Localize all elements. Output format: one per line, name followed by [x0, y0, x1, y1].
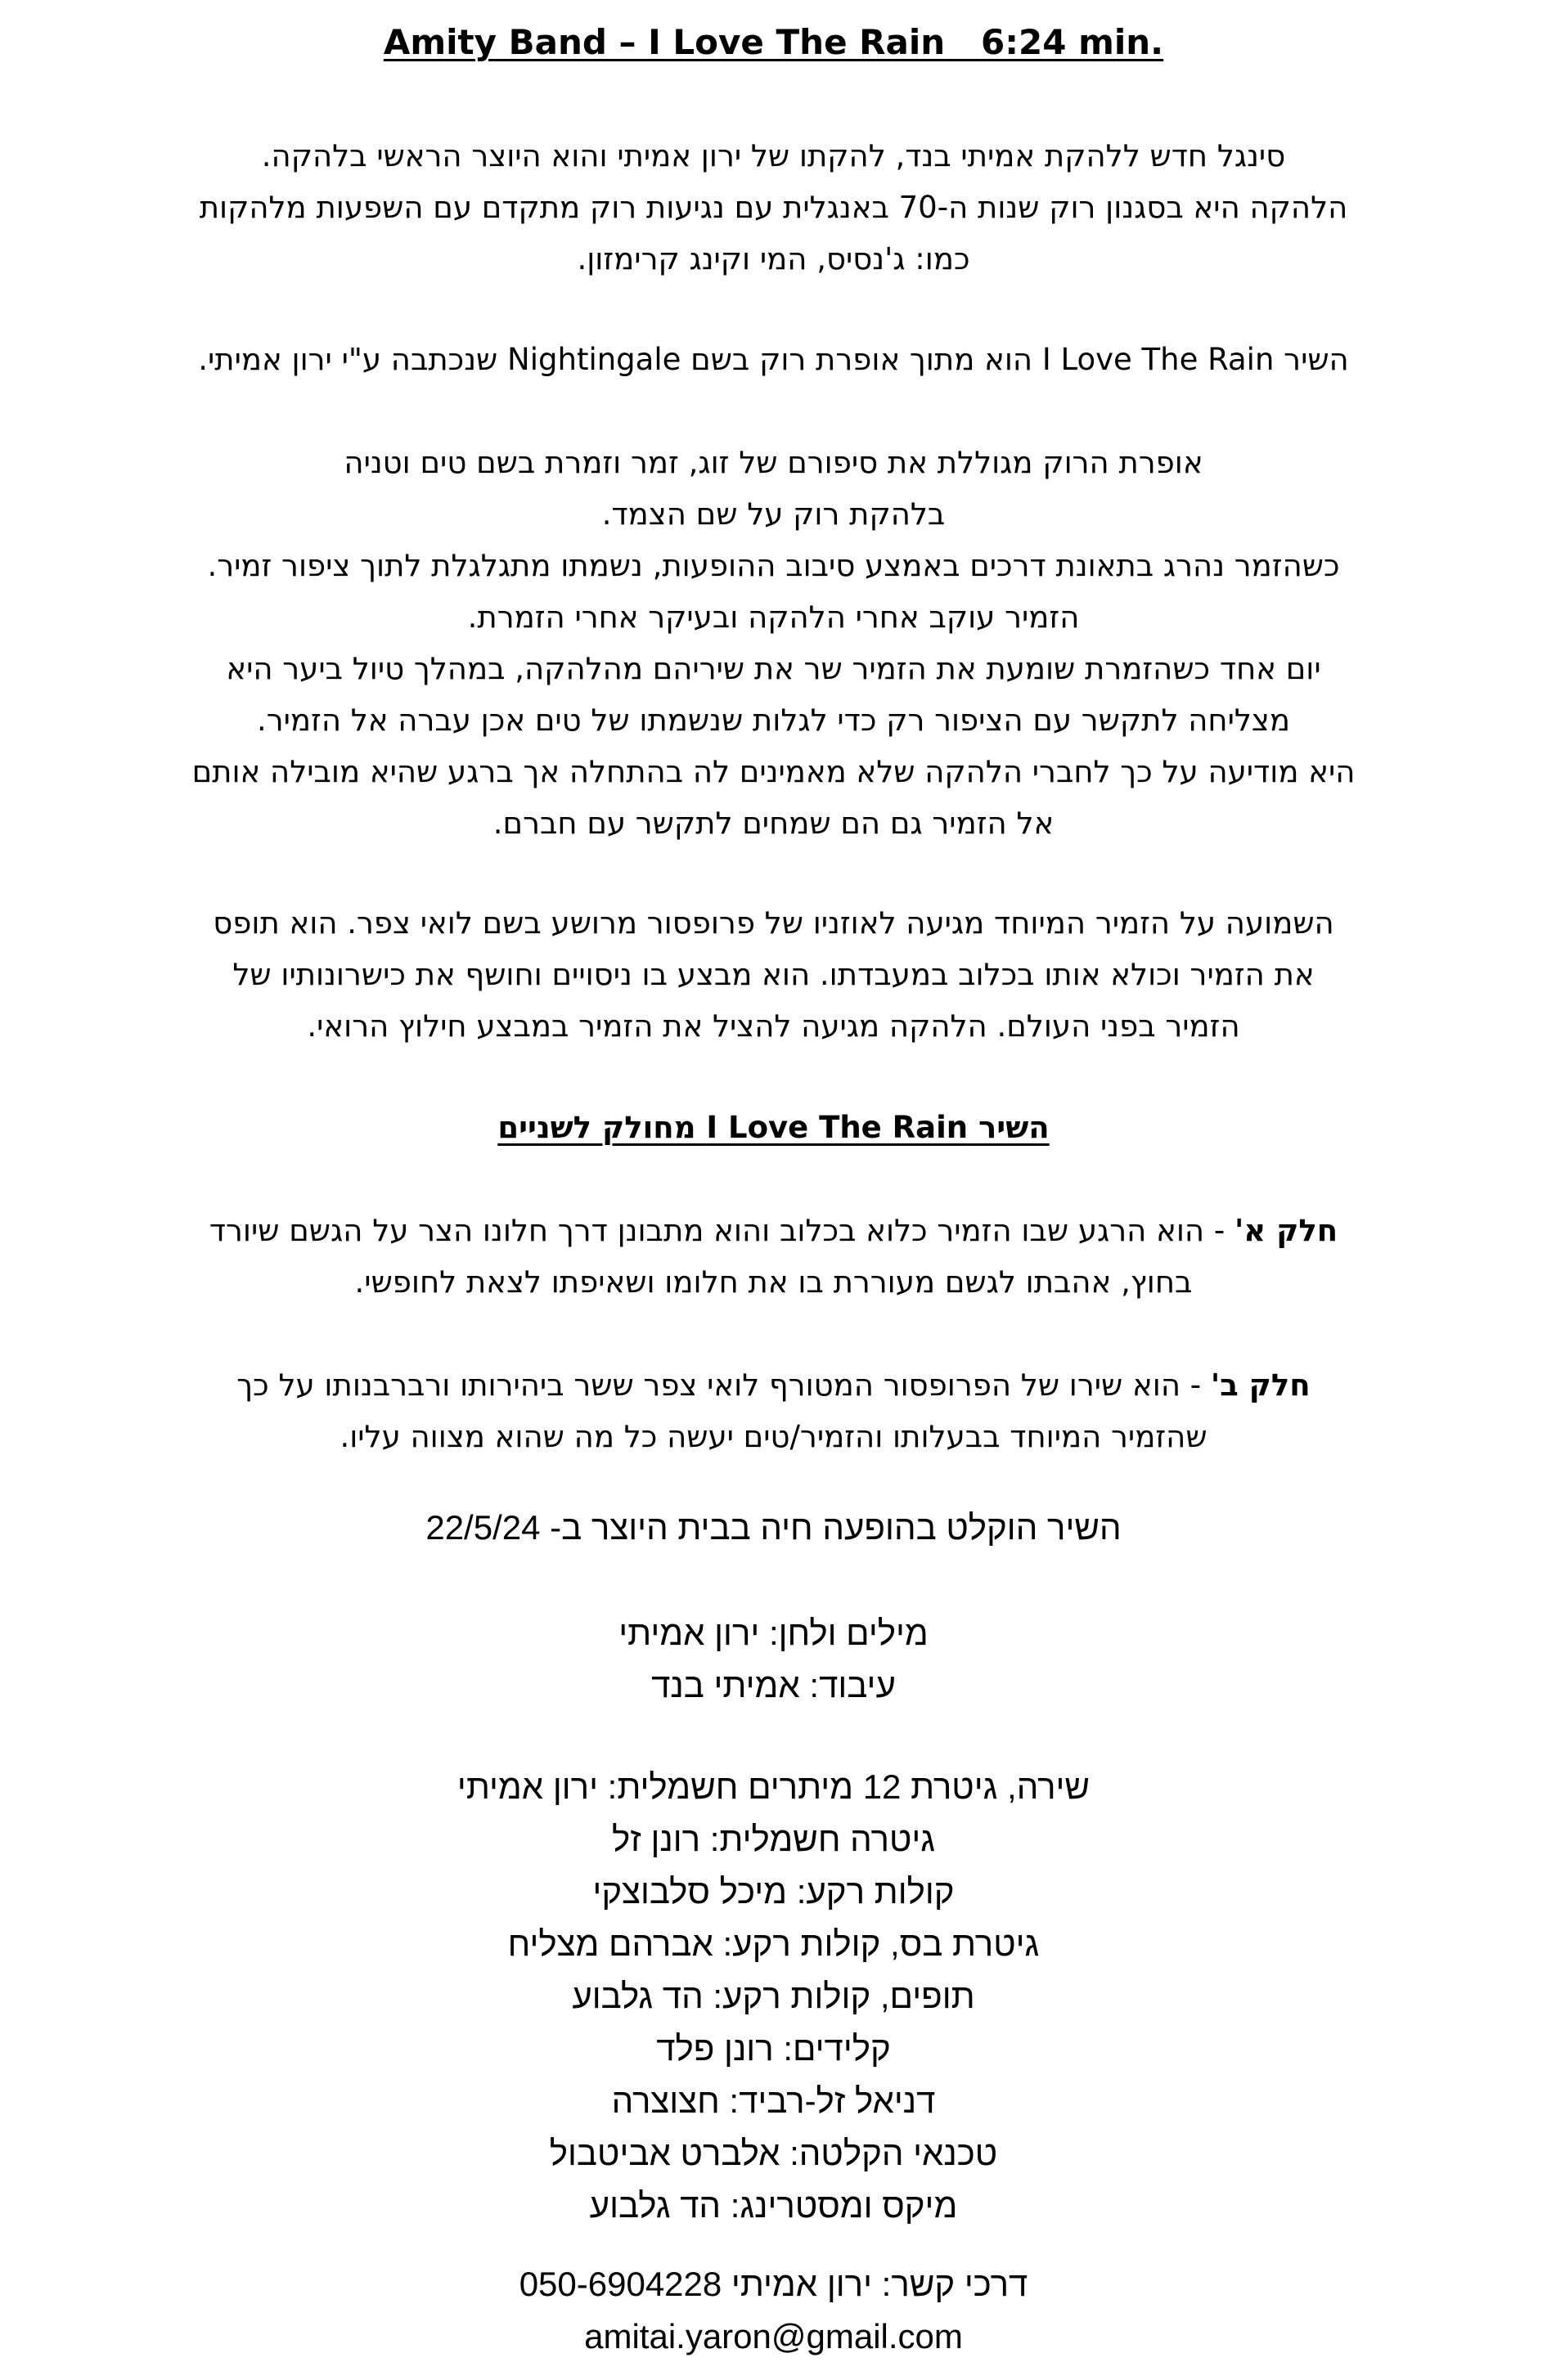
recording-info [0, 1502, 1547, 1554]
credit-line: מילים ולחן: ירון אמיתי [618, 1614, 929, 1652]
contact-email[interactable]: amitai.yaron@gmail.com [584, 2317, 963, 2355]
title-duration: 6:24 min. [981, 22, 1164, 62]
intro-line: כמו: ג'נסיס, המי וקינג קרימזון. [577, 241, 970, 276]
contact-info [0, 2258, 1547, 2363]
intro-line: הלהקה היא בסגנון רוק שנות ה-70 באנגלית עם נגיעות רוק מתקדם עם השפעות מלהקות [199, 190, 1348, 225]
recorded-line: השיר הוקלט בהופעה חיה בבית היוצר ב- 22/5/24 [425, 1508, 1122, 1547]
musician-line: גיטרת בס, קולות רקע: אברהם מצליח [507, 1924, 1040, 1963]
part-a-paragraph [33, 1205, 1514, 1308]
story-line: כשהזמר נהרג בתאונת דרכים באמצע סיבוב ההופעות, נשמתו מתגלגלת לתוך ציפור זמיר. [207, 548, 1340, 583]
origin-paragraph [33, 334, 1514, 385]
musician-line: מיקס ומסטרינג: הד גלבוע [589, 2186, 958, 2225]
part-a-label: חלק א' [1234, 1213, 1338, 1248]
part-b-label: חלק ב' [1210, 1367, 1311, 1403]
part-b-paragraph [33, 1359, 1514, 1462]
musician-line: דניאל זל-רביד: חצוצרה [611, 2081, 936, 2120]
story-line: יום אחד כשהזמרת שומעת את הזמיר שר את שיריהם מהלהקה, במהלך טיול ביער היא [226, 651, 1321, 686]
musicians-list [0, 1761, 1547, 2232]
rumor-paragraph [33, 897, 1514, 1052]
parts-heading: השיר I Love The Rain מחולק לשניים [497, 1110, 1050, 1145]
part-a-line: - הוא הרגע שבו הזמיר כלוא בכלוב והוא מתבונן דרך חלונו הצר על הגשם שיורד [209, 1213, 1234, 1248]
story-paragraph [33, 437, 1514, 849]
rumor-line: הזמיר בפני העולם. הלהקה מגיעה להציל את הזמיר במבצע חילוץ הרואי. [307, 1008, 1240, 1044]
part-b-line: - הוא שירו של הפרופסור המטורף לואי צפר ששר ביהירותו ורברבנותו על כך [236, 1367, 1211, 1403]
intro-line: סינגל חדש ללהקת אמיתי בנד, להקתו של ירון אמיתי והוא היוצר הראשי בלהקה. [261, 138, 1286, 173]
musician-line: גיטרה חשמלית: רונן זל [611, 1820, 936, 1858]
origin-line: השיר I Love The Rain הוא מתוך אופרת רוק בשם Nightingale שנכתבה ע"י ירון אמיתי. [198, 342, 1349, 377]
story-line: בלהקת רוק על שם הצמד. [601, 496, 946, 532]
musician-line: טכנאי הקלטה: אלברט אביטבול [549, 2134, 998, 2172]
musician-line: שירה, גיטרת 12 מיתרים חשמלית: ירון אמיתי [456, 1767, 1091, 1806]
intro-paragraph [33, 130, 1514, 285]
title-text: Amity Band – I Love The Rain [383, 22, 946, 62]
parts-heading-block [33, 1102, 1514, 1153]
contact-line: דרכי קשר: ירון אמיתי 050-6904228 [519, 2265, 1028, 2303]
musician-line: קלידים: רונן פלד [656, 2029, 891, 2068]
story-line: הזמיר עוקב אחרי הלהקה ובעיקר אחרי הזמרת. [467, 599, 1080, 635]
credit-line: עיבוד: אמיתי בנד [651, 1666, 896, 1704]
part-b-line: שהזמיר המיוחד בבעלותו והזמיר/טים יעשה כל מה שהוא מצווה עליו. [340, 1419, 1207, 1454]
part-a-line: בחוץ, אהבתו לגשם מעוררת בו את חלומו ושאיפתו לצאת לחופשי. [354, 1264, 1193, 1300]
rumor-line: השמועה על הזמיר המיוחד מגיעה לאוזניו של פרופסור מרושע בשם לואי צפר. הוא תופס [213, 905, 1334, 941]
musician-line: תופים, קולות רקע: הד גלבוע [572, 1977, 975, 2015]
musician-line: קולות רקע: מיכל סלבוצקי [592, 1872, 955, 1911]
document-title [0, 18, 1547, 67]
story-line: אופרת הרוק מגוללת את סיפורם של זוג, זמר וזמרת בשם טים וטניה [344, 445, 1203, 480]
story-line: אל הזמיר גם הם שמחים לתקשר עם חברם. [492, 806, 1055, 841]
story-line: היא מודיעה על כך לחברי הלהקה שלא מאמינים לה בהתחלה אך ברגע שהיא מובילה אותם [191, 754, 1356, 789]
rumor-line: את הזמיר וכולא אותו בכלוב במעבדתו. הוא מבצע בו ניסויים וחושף את כישרונותיו של [232, 957, 1315, 992]
story-line: מצליחה לתקשר עם הציפור רק כדי לגלות שנשמתו של טים אכן עברה אל הזמיר. [256, 703, 1290, 738]
songwriting-credits [0, 1607, 1547, 1712]
